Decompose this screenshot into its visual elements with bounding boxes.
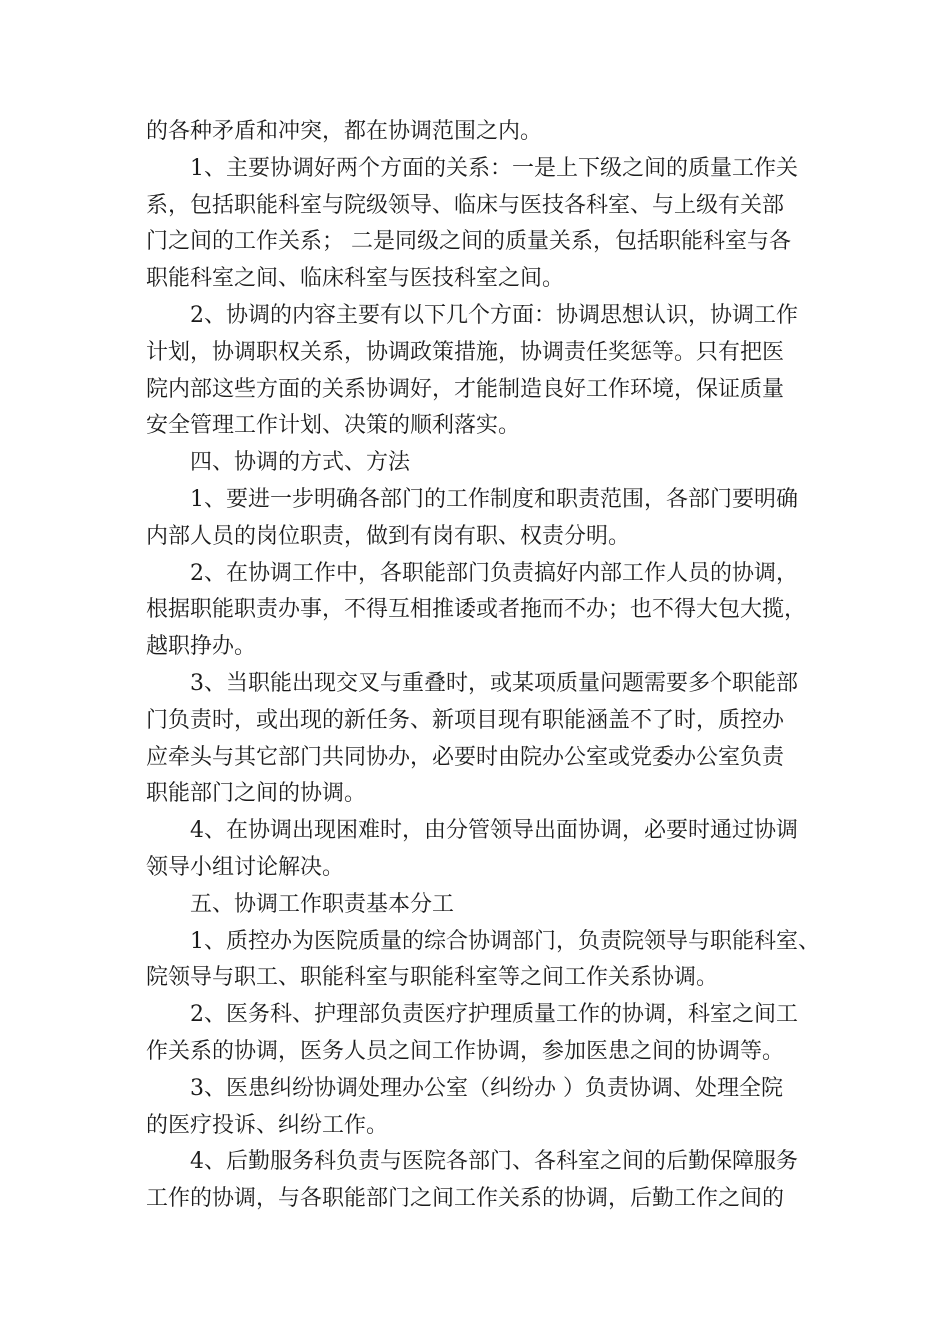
text-line: 作关系的协调，医务人员之间工作协调，参加医患之间的协调等。 xyxy=(146,1038,785,1064)
text-line: 门之间的工作关系； 二是同级之间的质量关系，包括职能科室与各 xyxy=(146,229,791,255)
text-line: 1、主要协调好两个方面的关系：一是上下级之间的质量工作关 xyxy=(190,155,798,181)
text-line: 的医疗投诉、纠纷工作。 xyxy=(146,1112,389,1138)
text-line: 系，包括职能科室与院级领导、临床与医技各科室、与上级有关部 xyxy=(146,192,785,218)
text-line: 应牵头与其它部门共同协办，必要时由院办公室或党委办公室负责 xyxy=(146,744,785,770)
text-line: 领导小组讨论解决。 xyxy=(146,854,345,880)
text-line: 院内部这些方面的关系协调好，才能制造良好工作环境，保证质量 xyxy=(146,376,785,402)
text-line: 计划，协调职权关系，协调政策措施，协调责任奖惩等。只有把医 xyxy=(146,339,785,365)
text-line: 五、协调工作职责基本分工 xyxy=(190,891,455,917)
text-line: 2、协调的内容主要有以下几个方面：协调思想认识，协调工作 xyxy=(190,302,798,328)
text-line: 4、后勤服务科负责与医院各部门、各科室之间的后勤保障服务 xyxy=(190,1149,798,1175)
text-line: 门负责时，或出现的新任务、新项目现有职能涵盖不了时，质控办 xyxy=(146,707,785,733)
text-line: 的各种矛盾和冲突，都在协调范围之内。 xyxy=(146,119,543,144)
text-line: 1、要进一步明确各部门的工作制度和职责范围，各部门要明确 xyxy=(190,486,798,512)
text-line: 1、质控办为医院质量的综合协调部门，负责院领导与职能科室、 xyxy=(190,928,820,954)
text-line: 安全管理工作计划、决策的顺利落实。 xyxy=(146,413,521,439)
text-line: 越职挣办。 xyxy=(146,634,257,660)
text-line: 3、当职能出现交叉与重叠时，或某项质量问题需要多个职能部 xyxy=(190,670,798,696)
text-line: 四、协调的方式、方法 xyxy=(190,450,411,476)
text-line: 根据职能职责办事，不得互相推诿或者拖而不办；也不得大包大揽， xyxy=(146,597,807,623)
text-line: 院领导与职工、职能科室与职能科室等之间工作关系协调。 xyxy=(146,965,719,991)
text-line: 职能科室之间、临床科室与医技科室之间。 xyxy=(146,266,565,292)
text-line: 内部人员的岗位职责，做到有岗有职、权责分明。 xyxy=(146,523,631,549)
text-line: 2、医务科、护理部负责医疗护理质量工作的协调，科室之间工 xyxy=(190,1002,798,1028)
document-body xyxy=(146,114,820,1218)
text-line: 工作的协调，与各职能部门之间工作关系的协调，后勤工作之间的 xyxy=(146,1186,785,1212)
text-line: 3、医患纠纷协调处理办公室（纠纷办 ）负责协调、处理全院 xyxy=(190,1075,783,1101)
text-line: 2、在协调工作中，各职能部门负责搞好内部工作人员的协调， xyxy=(190,560,798,586)
text-line: 职能部门之间的协调。 xyxy=(146,781,367,807)
text-line: 4、在协调出现困难时，由分管领导出面协调，必要时通过协调 xyxy=(190,818,798,844)
